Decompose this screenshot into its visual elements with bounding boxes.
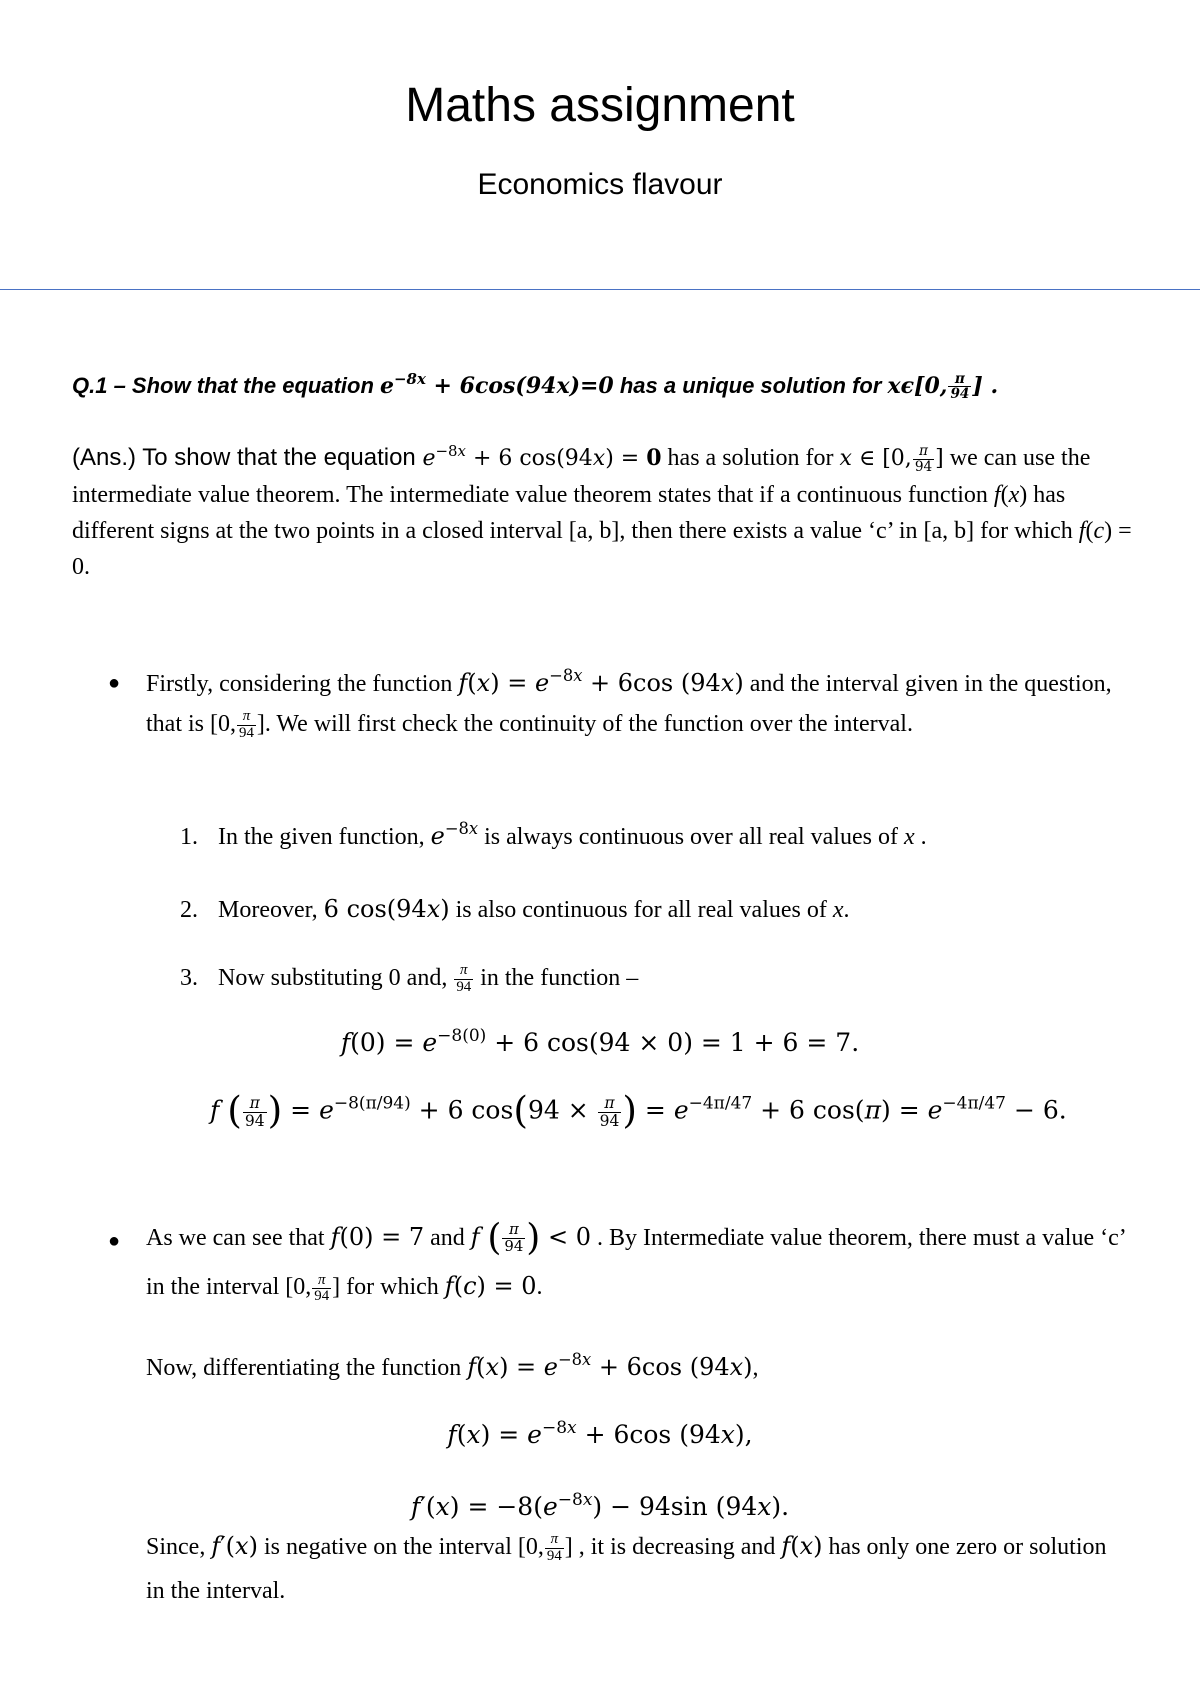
bullet-marker: ●: [108, 1230, 121, 1252]
conclusion-paragraph: Since, f′(x) is negative on the interval [0, $\frac{\pi}{94}$ ] , it is decreasing and f(x) has only one zero or solution in the interval.: [146, 1531, 1107, 1604]
bullet1-function: $f(x) = e^{-8x} + 6\cos$ (94x): [458, 666, 744, 697]
document-subtitle: Economics flavour: [477, 168, 723, 201]
equation-f-zero: $f(0) = e^{-8(0)} + 6$ cos(94 × 0) = 1 + 6 = 7.: [340, 1025, 860, 1057]
bullet-marker: ●: [108, 672, 121, 694]
question-interval: xϵ[0, $\frac{\pi}{94}$ ] .: [887, 371, 999, 403]
answer-paragraph: (Ans.) To show that the equation $e^{-8x} + 6$ cos(94x) = 0 has a solution for x ∈ [0, $\frac{\pi}{94}$ ] we can use the intermediate value theorem. The intermediate value theorem states that if a continuous function f(x) has different signs at the two points in a closed interval [a, b], then there exists a value ‘c’ in [a, b] for which f(c) = 0.: [72, 442, 1132, 580]
question-middle: has a unique solution for: [613, 372, 888, 398]
answer-equation: $e^{-8x} + 6$ cos(94x) = 0: [422, 442, 662, 471]
document-title: Maths assignment: [405, 79, 795, 132]
question-1: [72, 369, 1152, 403]
list-item-2: 2. Moreover, 6 cos(94x) is also continuous for all real values of x.: [180, 895, 850, 923]
list-item-3: 3. Now substituting 0 and, $\frac{\pi}{94}$ in the function –: [180, 962, 639, 995]
bullet-ivt: ● As we can see that f(0) = 7 and f ( $\frac{\pi}{94}$ ) < 0 . By Intermediate value theorem, there must a value ‘c’ in the interval [0, $\frac{\pi}{94}$ ] for which f(c) = 0.: [108, 1217, 1125, 1305]
answer-lead: (Ans.) To show that the equation: [72, 444, 423, 471]
header-divider: [0, 289, 1200, 290]
differentiation-intro: Now, differentiating the function $f(x) = e^{-8x} + 6\cos$ (94x),: [146, 1350, 759, 1381]
bullet-continuity: ● Firstly, considering the function $f(x) = e^{-8x} + 6\cos$ (94x) and the interval given in the question, that is [0, $\frac{\pi}{94}$ ]. We will first check the continuity of the function over the interval.: [108, 663, 1128, 744]
question-equation: $e^{-8x} + 6\cos(94x)=0$: [380, 369, 614, 399]
answer-interval: x ∈ [0, $\frac{\pi}{94}$ ]: [839, 443, 944, 475]
equation-f-prime: $f'(x) = -8(e^{-8x}) - 94\sin$ (94x).: [410, 1489, 790, 1521]
equation-f-pi: f ( $\frac{\pi}{94}$ ) = $e^{-8(\pi/94)} + 6$ cos(94 × $\frac{\pi}{94}$ ) = $e^{-4\pi/47} + 6$ $\cos(\pi) = e^{-4\pi/47} - 6$.: [210, 1088, 1067, 1132]
list-item-1: 1. In the given function, $e^{-8x}$ is always continuous over all real values of x .: [180, 819, 927, 850]
question-prefix: Q.1 – Show that the equation: [72, 372, 381, 398]
equation-f-x: $f(x) = e^{-8x} + 6\cos$ (94x),: [447, 1417, 753, 1449]
